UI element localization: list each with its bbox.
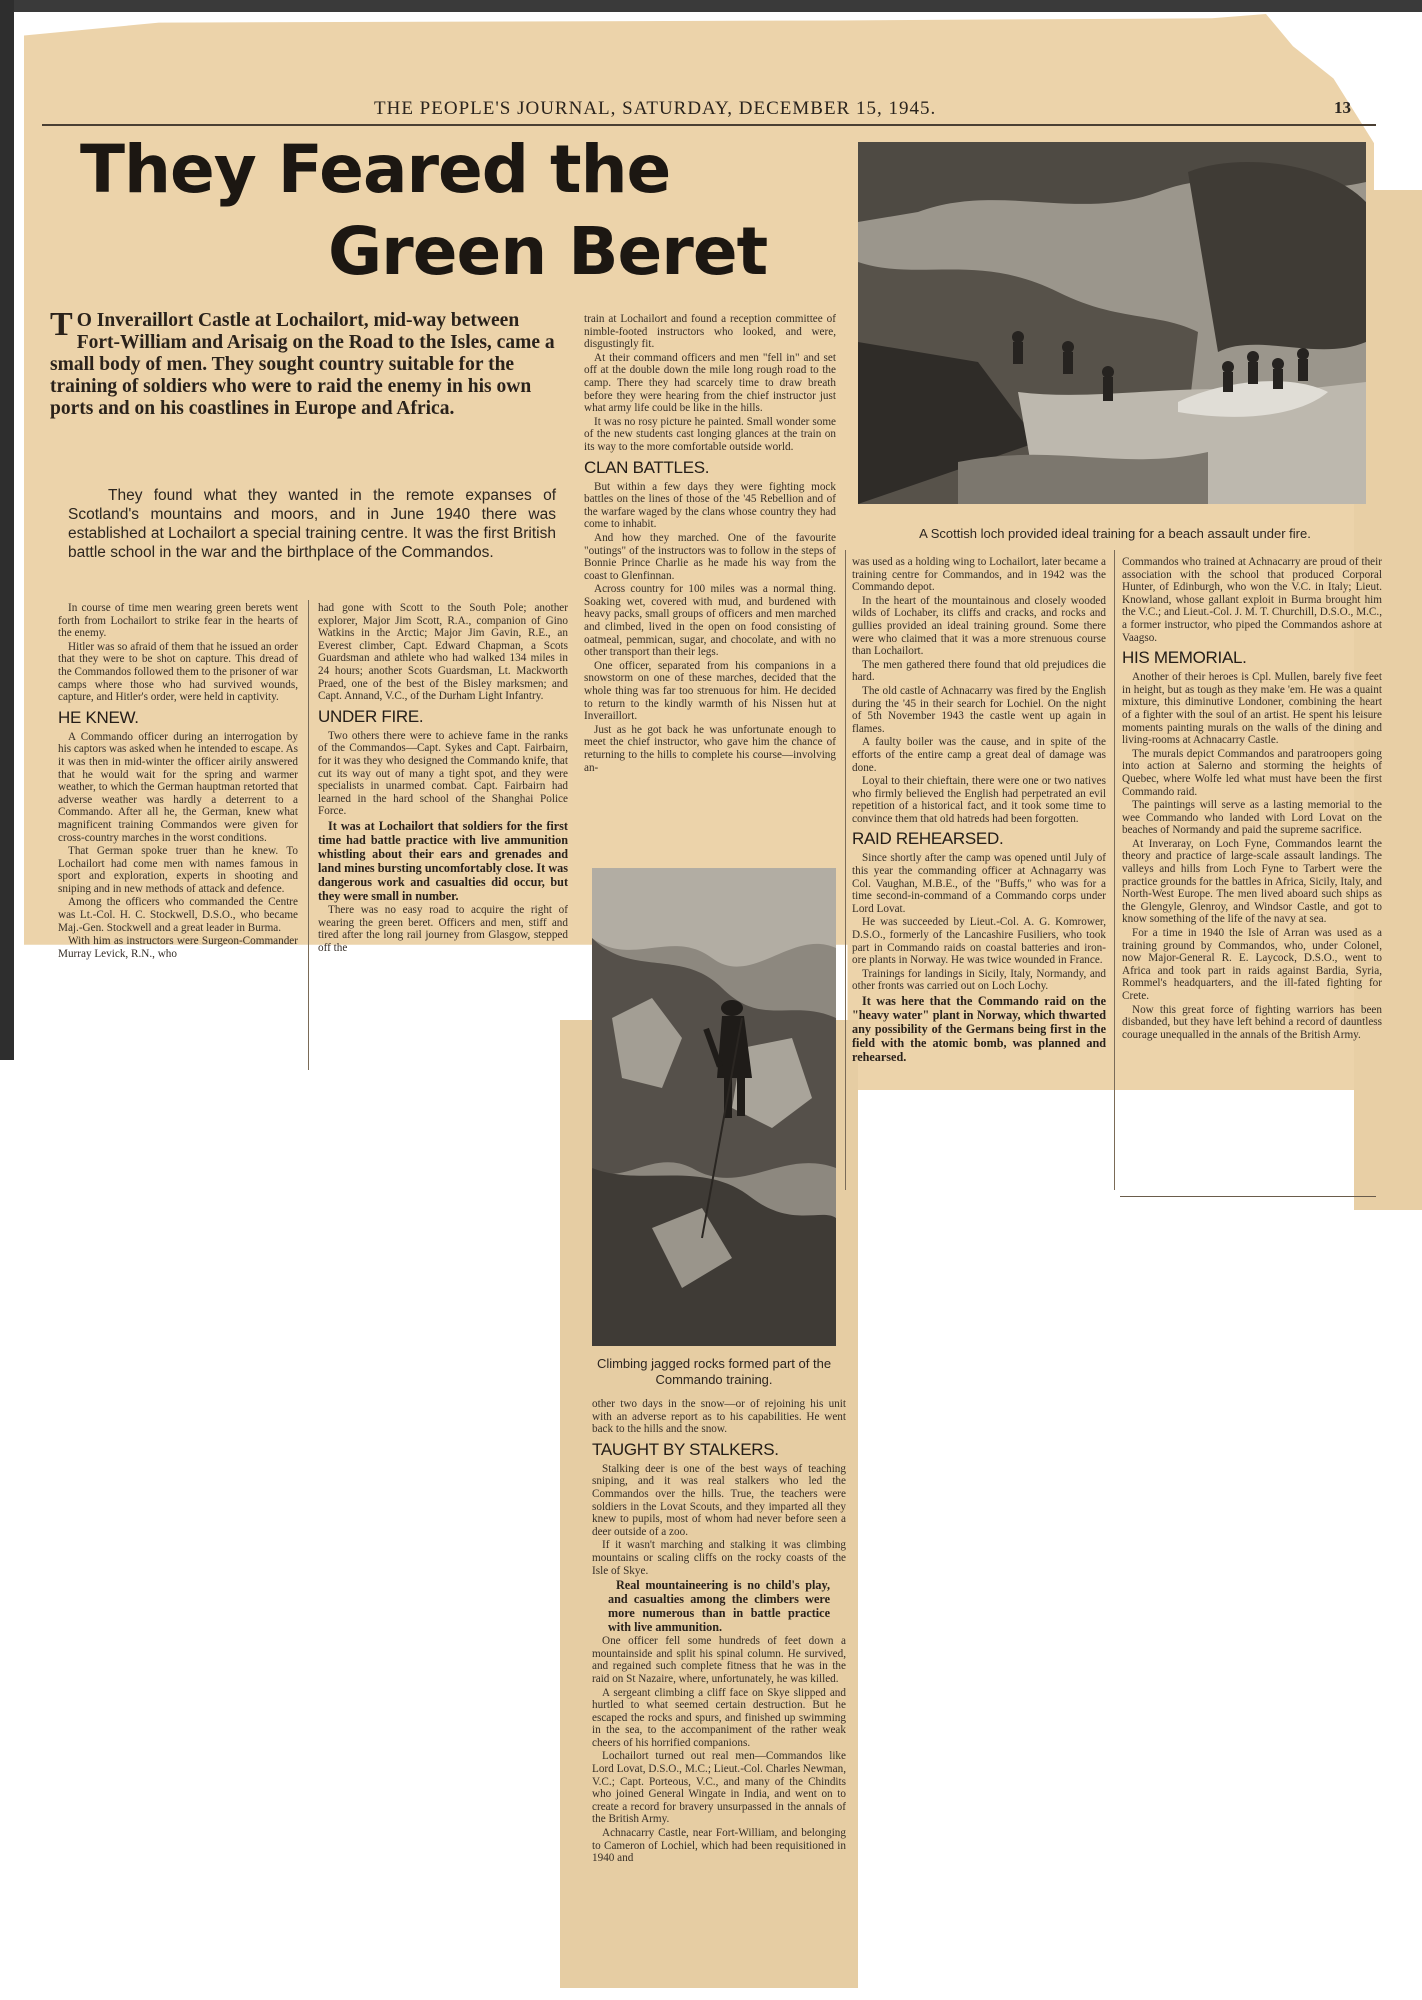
headline-line1: They Feared the bbox=[80, 131, 671, 208]
paragraph: One officer, separated from his companions in a snowstorm on one of these marches, decided that the whole thing was far too strenuous for him. He decided to return to the kindly warmth of his Nissen hut at Inveraillort. bbox=[584, 659, 836, 723]
paragraph: That German spoke truer than he knew. To Lochailort had come men with names famous in sport and exploration, experts in shooting and sniping and in new methods of attack and defence. bbox=[58, 845, 298, 895]
column-3-continued bbox=[592, 1398, 846, 1866]
paragraph: A sergeant climbing a cliff face on Skye slipped and hurtled to what seemed certain destruction. But he escaped the rocks and spurs, and finished up swimming in the sea, to the accompaniment of the rather weak cheers of his horrified companions. bbox=[592, 1686, 846, 1749]
subhead-he-knew: HE KNEW. bbox=[58, 707, 139, 727]
caption-photo2: Climbing jagged rocks formed part of the Commando training. bbox=[596, 1356, 832, 1387]
paragraph: Loyal to their chieftain, there were one or two natives who firmly believed the English had perpetrated an evil repetition of a historical fact, and it took some time to convince them that old hatreds had been forgotten. bbox=[852, 775, 1106, 825]
column-5 bbox=[1122, 556, 1382, 1042]
paragraph: Just as he got back he was unfortunate enough to meet the chief instructor, who gave him the chance of returning to the hills to complete his course—involving an- bbox=[584, 723, 836, 774]
paragraph: other two days in the snow—or of rejoining his unit with an adverse report as to his capabilities. He went back to the hills and the snow. bbox=[592, 1398, 846, 1436]
subhead-clan-battles: CLAN BATTLES. bbox=[584, 457, 710, 477]
bottom-rule bbox=[1120, 1196, 1376, 1197]
subhead-his-memorial: HIS MEMORIAL. bbox=[1122, 648, 1247, 668]
photo-climbing-rocks bbox=[592, 868, 836, 1346]
paragraph: The old castle of Achnacarry was fired by the English during the '45 in their search for Lochiel. On the night of 5th November 1943 the castle went up again in flames. bbox=[852, 684, 1106, 735]
bold-paragraph: Real mountaineering is no child's play, and casualties among the climbers were more numerous than in battle practice with live ammunition. bbox=[608, 1578, 830, 1635]
column-rule bbox=[1114, 550, 1115, 1190]
paragraph: Two others there were to achieve fame in the ranks of the Commandos—Capt. Sykes and Capt. Fairbairn, for it was they who designed the Commando knife, that cut its way out of many a tight spot, and they were specialists in unarmed combat. Capt. Fairbairn had learned in the hard school of the Shanghai Police Force. bbox=[318, 729, 568, 818]
bold-paragraph: It was here that the Commando raid on the "heavy water" plant in Norway, which thwarted any possibility of the Germans being first in the field with the atomic bomb, was planned and rehearsed. bbox=[852, 994, 1106, 1064]
paragraph: In course of time men wearing green berets went forth from Lochailort to strike fear in the hearts of the enemy. bbox=[58, 602, 298, 640]
paragraph: If it wasn't marching and stalking it was climbing mountains or scaling cliffs on the rocky coasts of the Isle of Skye. bbox=[592, 1539, 846, 1577]
subhead-taught-by-stalkers: TAUGHT BY STALKERS. bbox=[592, 1439, 779, 1459]
subhead-under-fire: UNDER FIRE. bbox=[318, 706, 424, 726]
drop-cap: T bbox=[50, 306, 73, 343]
paragraph: had gone with Scott to the South Pole; another explorer, Major Jim Scott, R.A., companion of Gino Watkins in the Arctic; Major Jim Gavin, R.E., an Everest climber, Capt. Edward Chapman, a Scots Guardsman and athlete who had walked 134 miles in 24 hours; another Scots Guardsman, Lt. Mackworth Praed, one of the best of the Bisley marksmen; and Capt. Annand, V.C., of the Durham Light Infantry. bbox=[318, 602, 568, 703]
paragraph: Another of their heroes is Cpl. Mullen, barely five feet in height, but as tough as they make 'em. He was a quaint mixture, this diminutive Londoner, combining the heart of a fighter with the soul of an artist. He spent his leisure moments painting murals on the walls of the dining and living-rooms at Achnacarry Castle. bbox=[1122, 671, 1382, 747]
paragraph: The men gathered there found that old prejudices die hard. bbox=[852, 658, 1106, 684]
paragraph: Lochailort turned out real men—Commandos like Lord Lovat, D.S.O., M.C.; Lieut.-Col. Charles Newman, V.C.; Capt. Porteous, V.C., and many of the Chindits who joined General Wingate in India, and went on to create a record for bravery unsurpassed in the annals of the British Army. bbox=[592, 1750, 846, 1826]
paragraph: With him as instructors were Surgeon-Commander Murray Levick, R.N., who bbox=[58, 935, 298, 960]
paragraph: But within a few days they were fighting mock battles on the lines of those of the '45 Rebellion and of the warfare waged by the clans whose country they had come to inhabit. bbox=[584, 480, 836, 531]
paragraph: Trainings for landings in Sicily, Italy, Normandy, and other fronts was carried out on Loch Lochy. bbox=[852, 967, 1106, 993]
paragraph: It was no rosy picture he painted. Small wonder some of the new students cast longing glances at the train on its way to the more comfortable outside world. bbox=[584, 415, 836, 453]
paragraph: For a time in 1940 the Isle of Arran was used as a training ground by Commandos, who, under Colonel, now Major-General R. E. Laycock, D.S.O., went to Africa and took part in raids against Bardia, Syria, Rommel's headquarters, and the ill-fated fighting for Crete. bbox=[1122, 927, 1382, 1002]
masthead-rule bbox=[42, 124, 1376, 126]
intro-paragraph: They found what they wanted in the remote expanses of Scotland's mountains and moors, and in June 1940 there was established at Lochailort a special training centre. It was the first British battle school in the war and the birthplace of the Commandos. bbox=[68, 487, 556, 561]
paragraph: Since shortly after the camp was opened until July of this year the commanding officer at Achnagarry was Col. Vaughan, M.B.E., of the "Buffs," who was for a time second-in-command of a Commando corps under Lord Lovat. bbox=[852, 852, 1106, 915]
scan-left-border bbox=[0, 0, 14, 1060]
paragraph: The murals depict Commandos and paratroopers going into action at Salerno and storming the heights of Quebec, where Wolfe led what must have been the first Commando raid. bbox=[1122, 747, 1382, 798]
paragraph: Now this great force of fighting warriors has been disbanded, but they have left behind a record of dauntless courage unequalled in the annals of the British Army. bbox=[1122, 1003, 1382, 1041]
paragraph: Commandos who trained at Achnacarry are proud of their association with the school that produced Corporal Hunter, of Edinburgh, who won the V.C. in Italy; Lieut. Knowland, whose gallant exploit in Burma brought him the V.C.; and Lieut.-Col. J. M. T. Churchill, D.S.O., M.C., a former instructor, who piped the Commandos ashore at Vaagso. bbox=[1122, 556, 1382, 644]
photo-loch-beach-assault bbox=[858, 142, 1366, 504]
column-4 bbox=[852, 556, 1106, 1065]
bold-paragraph: It was at Lochailort that soldiers for the first time had battle practice with live ammunition whistling about their ears and grenades and land mines bursting uncomfortably close. It was dangerous work and casualties did occur, but they were small in number. bbox=[318, 818, 568, 903]
paragraph: A Commando officer during an interrogation by his captors was asked when he intended to escape. As it was then in mid-winter the officer airily answered that he would wait for the spring and warmer weather, to which the German hauptman retorted that adverse weather was hardly a deterrent to a Commando. After all he, the German, knew what magnificent training Commandos were given for cross-country marches in the worst conditions. bbox=[58, 730, 298, 844]
paragraph: train at Lochailort and found a reception committee of nimble-footed instructors who looked, and were, disgustingly fit. bbox=[584, 313, 836, 351]
subhead-raid-rehearsed: RAID REHEARSED. bbox=[852, 829, 1004, 849]
paragraph: At Inveraray, on Loch Fyne, Commandos learnt the theory and practice of large-scale assault landings. The valleys and hills from Loch Fyne to Tarbert were the practice grounds for the battles in Africa, Sicily, Italy, and North-West Europe. The men lived aboard such ships as the Glengyle, Glenroy, and Windsor Castle, and got to know something of the life of the navy at sea. bbox=[1122, 837, 1382, 926]
caption-photo1: A Scottish loch provided ideal training for a beach assault under fire. bbox=[919, 526, 1311, 541]
paragraph: was used as a holding wing to Lochailort, later became a training centre for Commandos, and in 1942 was the Commando depot. bbox=[852, 556, 1106, 594]
paragraph: In the heart of the mountainous and closely wooded wilds of Lochaber, its cliffs and cracks, and rocks and gullies provided an ideal training ground. Some there were who claimed that it was a more strenuous course than Lochailort. bbox=[852, 594, 1106, 658]
column-rule bbox=[845, 550, 846, 1190]
scan-top-border bbox=[0, 0, 1422, 12]
paragraph: A faulty boiler was the cause, and in spite of the efforts of the entire camp a great deal of damage was done. bbox=[852, 736, 1106, 774]
headline-line2: Green Beret bbox=[328, 213, 768, 290]
paragraph: Hitler was so afraid of them that he issued an order that they were to be shot on capture. This dread of the Commandos followed them to the prisoner of war camps where those who had survived wounds, capture, and Hitler's order, were held in captivity. bbox=[58, 640, 298, 704]
column-3 bbox=[584, 313, 836, 775]
masthead: THE PEOPLE'S JOURNAL, SATURDAY, DECEMBER 15, 1945. bbox=[374, 98, 937, 119]
paragraph: Across country for 100 miles was a normal thing. Soaking wet, covered with mud, and burdened with heavy packs, small groups of officers and men marched and climbed, lived in the open on food consisting of oatmeal, pemmican, sugar, and chocolate, and with no other transport than their legs. bbox=[584, 583, 836, 659]
paragraph: At their command officers and men "fell in" and set off at the double down the mile long rough road to the camp. There they had scarcely time to draw breath before they were hearing from the chief instructor just what army life could be like in the hills. bbox=[584, 351, 836, 415]
paragraph: The paintings will serve as a lasting memorial to the wee Commando who landed with Lord Lovat on the beaches of Normandy and paid the supreme sacrifice. bbox=[1122, 799, 1382, 837]
paragraph: There was no easy road to acquire the right of wearing the green beret. Officers and men, stiff and tired after the long rail journey from Glasgow, stepped off the bbox=[318, 903, 568, 954]
paragraph: One officer fell some hundreds of feet down a mountainside and split his spinal column. He survived, and regained such complete fitness that he was in the raid on St Nazaire, where, unfortunately, he was killed. bbox=[592, 1635, 846, 1685]
paragraph: And how they marched. One of the favourite "outings" of the instructors was to follow in the steps of Bonnie Prince Charlie as he made his way from the coast to Glenfinnan. bbox=[584, 531, 836, 582]
paragraph: He was succeeded by Lieut.-Col. A. G. Komrower, D.S.O., formerly of the Lancashire Fusiliers, who took part in Commando raids on coastal batteries and iron-ore plants in Norway. He was twice wounded in France. bbox=[852, 916, 1106, 967]
paragraph: Among the officers who commanded the Centre was Lt.-Col. H. C. Stockwell, D.S.O., who became Maj.-Gen. Stockwell and a great leader in Burma. bbox=[58, 896, 298, 934]
page-number: 13 bbox=[1334, 98, 1351, 117]
paragraph: Stalking deer is one of the best ways of teaching sniping, and it was real stalkers who led the Commandos over the hills. True, the teachers were soldiers in the Lovat Scouts, and they imparted all they knew to pupils, most of whom had never before seen a deer outside of a zoo. bbox=[592, 1462, 846, 1538]
paragraph: Achnacarry Castle, near Fort-William, and belonging to Cameron of Lochiel, which had been requisitioned in 1940 and bbox=[592, 1827, 846, 1865]
column-1 bbox=[58, 602, 298, 961]
column-2 bbox=[318, 602, 568, 955]
lead-paragraph: T O Inveraillort Castle at Lochailort, mid-way between Fort-William and Arisaig on the Road to the Isles, came a small body of men. They sought country suitable for the training of soldiers who were to raid the enemy in his own ports and on his coastlines in Europe and Africa. bbox=[50, 306, 555, 419]
column-rule bbox=[308, 600, 309, 1070]
